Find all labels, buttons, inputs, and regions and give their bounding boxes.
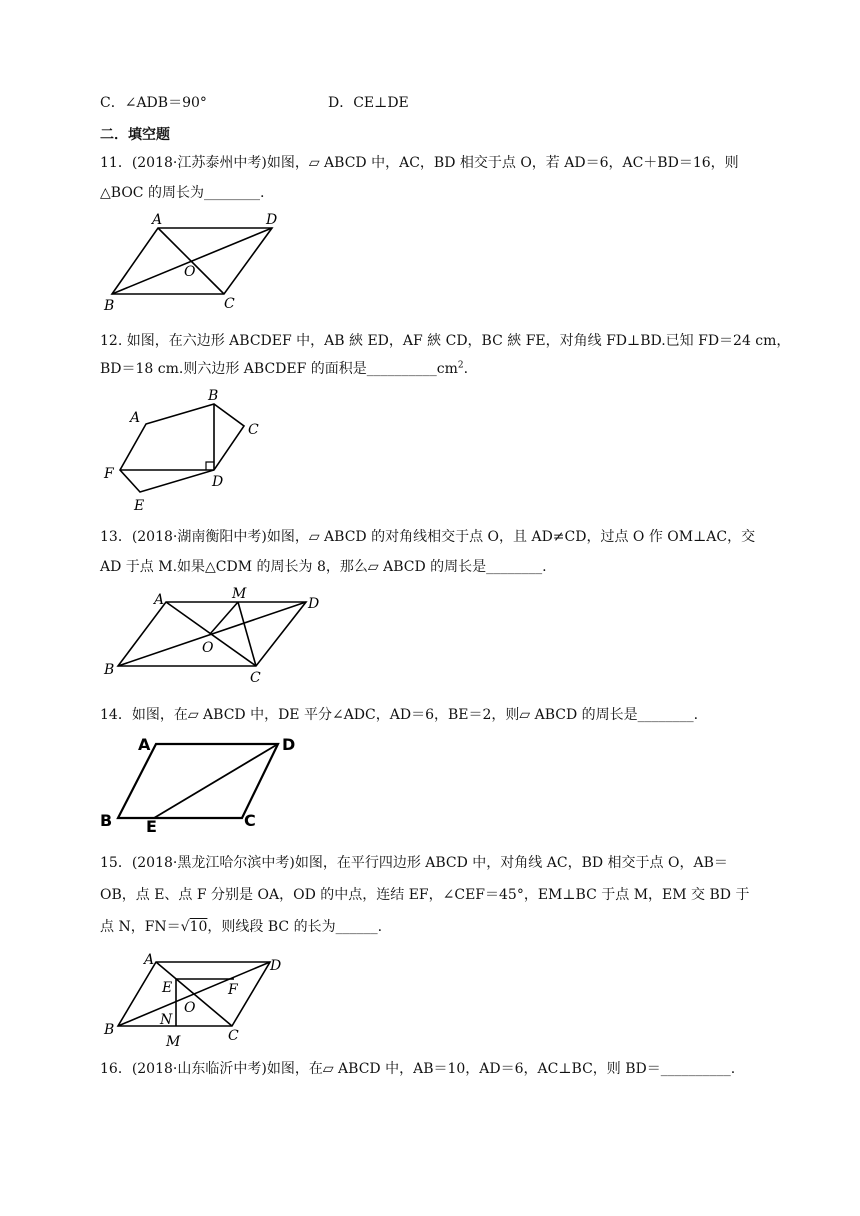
q12-label-E: E — [134, 498, 145, 514]
q14-label-D: D — [282, 735, 296, 754]
q15-figure — [100, 950, 300, 1050]
q13-line1: 13．(2018·湖南衡阳中考)如图，▱ ABCD 的对角线相交于点 O，且 AD≠CD，过点 O 作 OM⊥AC，交 — [100, 529, 756, 545]
q14-figure — [100, 732, 310, 836]
q14-label-A: A — [138, 735, 151, 754]
q14-line1: 14．如图，在▱ ABCD 中，DE 平分∠ADC，AD＝6，BE＝2，则▱ ABCD 的周长是________. — [100, 707, 699, 723]
q16-line1: 16．(2018·山东临沂中考)如图，在▱ ABCD 中，AB＝10，AD＝6，AC⊥BC，则 BD＝__________. — [100, 1061, 736, 1077]
q12-line1: 12. 如图，在六边形 ABCDEF 中，AB 綊 ED，AF 綊 CD，BC 綊 FE，对角线 FD⊥BD.已知 FD＝24 cm， — [100, 333, 791, 349]
q11-figure — [100, 208, 290, 312]
q12-line2-end: . — [463, 361, 469, 377]
q13-label-A: A — [154, 592, 165, 608]
q12-label-A: A — [130, 410, 141, 426]
q15-line3 — [100, 916, 382, 936]
q12-label-D: D — [212, 474, 224, 490]
q15-label-N: N — [160, 1012, 173, 1028]
q13-line2: AD 于点 M.如果△CDM 的周长为 8，那么▱ ABCD 的周长是________. — [100, 559, 547, 575]
q15-radicand: 10 — [189, 919, 208, 935]
q11-label-B: B — [104, 298, 115, 314]
q15-label-C: C — [228, 1028, 239, 1044]
q11-label-A: A — [152, 212, 163, 228]
q15-line2: OB，点 E、点 F 分别是 OA，OD 的中点，连结 EF，∠CEF＝45°，EM⊥BC 于点 M，EM 交 BD 于 — [100, 887, 750, 903]
q15-label-M: M — [166, 1034, 181, 1050]
q15-line1: 15．(2018·黑龙江哈尔滨中考)如图，在平行四边形 ABCD 中，对角线 AC，BD 相交于点 O，AB＝ — [100, 855, 728, 871]
q14-label-B: B — [100, 811, 113, 830]
q14-label-C: C — [244, 811, 256, 830]
q13-figure — [100, 586, 340, 686]
option-d: D．CE⊥DE — [328, 95, 409, 111]
q15-label-F: F — [228, 982, 238, 998]
q13-label-C: C — [250, 670, 261, 686]
q11-label-C: C — [224, 296, 235, 312]
q15-label-B: B — [104, 1022, 115, 1038]
q12-figure — [100, 386, 270, 516]
option-c: C．∠ADB＝90° — [100, 95, 207, 111]
q15-label-O: O — [184, 1000, 196, 1016]
q15-label-E: E — [162, 980, 173, 996]
q12-label-F: F — [104, 466, 114, 482]
q11-label-D: D — [266, 212, 278, 228]
q12-label-C: C — [248, 422, 259, 438]
q11-line2: △BOC 的周长为________. — [100, 185, 265, 201]
q12-line2-text: BD＝18 cm.则六边形 ABCDEF 的面积是__________cm — [100, 361, 458, 377]
q13-label-D: D — [308, 596, 320, 612]
q13-label-O: O — [202, 640, 214, 656]
q15-line3-text: 点 N，FN＝√ — [100, 919, 190, 935]
q14-label-E: E — [146, 817, 157, 836]
section-title: 二．填空题 — [100, 127, 170, 143]
q15-line3-end: ，则线段 BC 的长为______. — [207, 919, 383, 935]
q15-label-A: A — [144, 952, 155, 968]
q11-line1: 11．(2018·江苏泰州中考)如图，▱ ABCD 中，AC，BD 相交于点 O，若 AD＝6，AC＋BD＝16，则 — [100, 155, 739, 171]
q11-label-O: O — [184, 264, 196, 280]
q12-label-B: B — [208, 388, 219, 404]
q15-label-D: D — [270, 958, 282, 974]
q13-label-B: B — [104, 662, 115, 678]
q12-line2 — [100, 358, 468, 378]
q12-line2-sup: 2 — [457, 360, 464, 371]
q13-label-M: M — [232, 586, 247, 602]
